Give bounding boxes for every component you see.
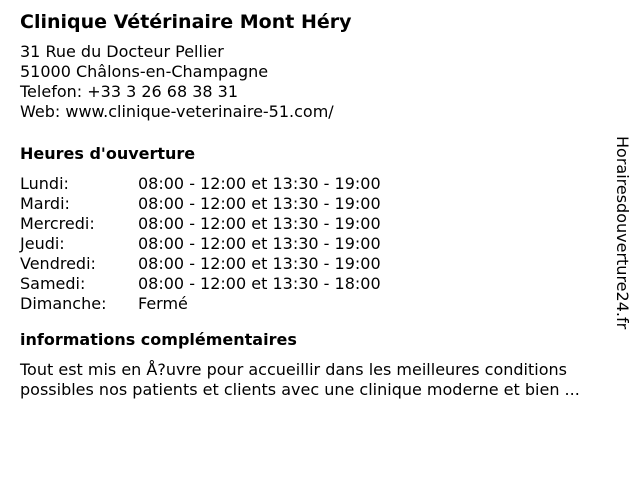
hours-heading: Heures d'ouverture [20,144,196,163]
hours-day: Mardi: [20,194,70,213]
hours-time: 08:00 - 12:00 et 13:30 - 19:00 [138,254,381,273]
hours-row-saturday [20,274,620,294]
web-line: Web: www.clinique-veterinaire-51.com/ [20,102,334,121]
hours-table [20,174,620,314]
hours-time: 08:00 - 12:00 et 13:30 - 19:00 [138,234,381,253]
hours-day: Mercredi: [20,214,95,233]
hours-row-sunday [20,294,620,314]
clinic-card [20,10,620,400]
info-heading: informations complémentaires [20,330,297,349]
hours-day: Lundi: [20,174,69,193]
hours-day: Dimanche: [20,294,107,313]
address-block [20,42,620,122]
hours-time: 08:00 - 12:00 et 13:30 - 19:00 [138,174,381,193]
hours-row-wednesday [20,214,620,234]
site-watermark: Horairesdouverture24.fr [613,136,632,330]
hours-day: Samedi: [20,274,86,293]
hours-day: Vendredi: [20,254,96,273]
hours-row-thursday [20,234,620,254]
hours-day: Jeudi: [20,234,65,253]
hours-time: 08:00 - 12:00 et 13:30 - 19:00 [138,214,381,233]
hours-time: 08:00 - 12:00 et 13:30 - 19:00 [138,194,381,213]
info-text: Tout est mis en Å?uvre pour accueillir dans les meilleures conditions possibles nos patients et clients avec une clinique moderne et bien ... [20,360,580,399]
address-street: 31 Rue du Docteur Pellier [20,42,224,61]
address-city: 51000 Châlons-en-Champagne [20,62,269,81]
hours-row-tuesday [20,194,620,214]
hours-time: 08:00 - 12:00 et 13:30 - 18:00 [138,274,381,293]
hours-row-monday [20,174,620,194]
hours-time: Fermé [138,294,188,313]
clinic-name: Clinique Vétérinaire Mont Héry [20,11,352,33]
hours-row-friday [20,254,620,274]
phone-line: Telefon: +33 3 26 68 38 31 [20,82,239,101]
